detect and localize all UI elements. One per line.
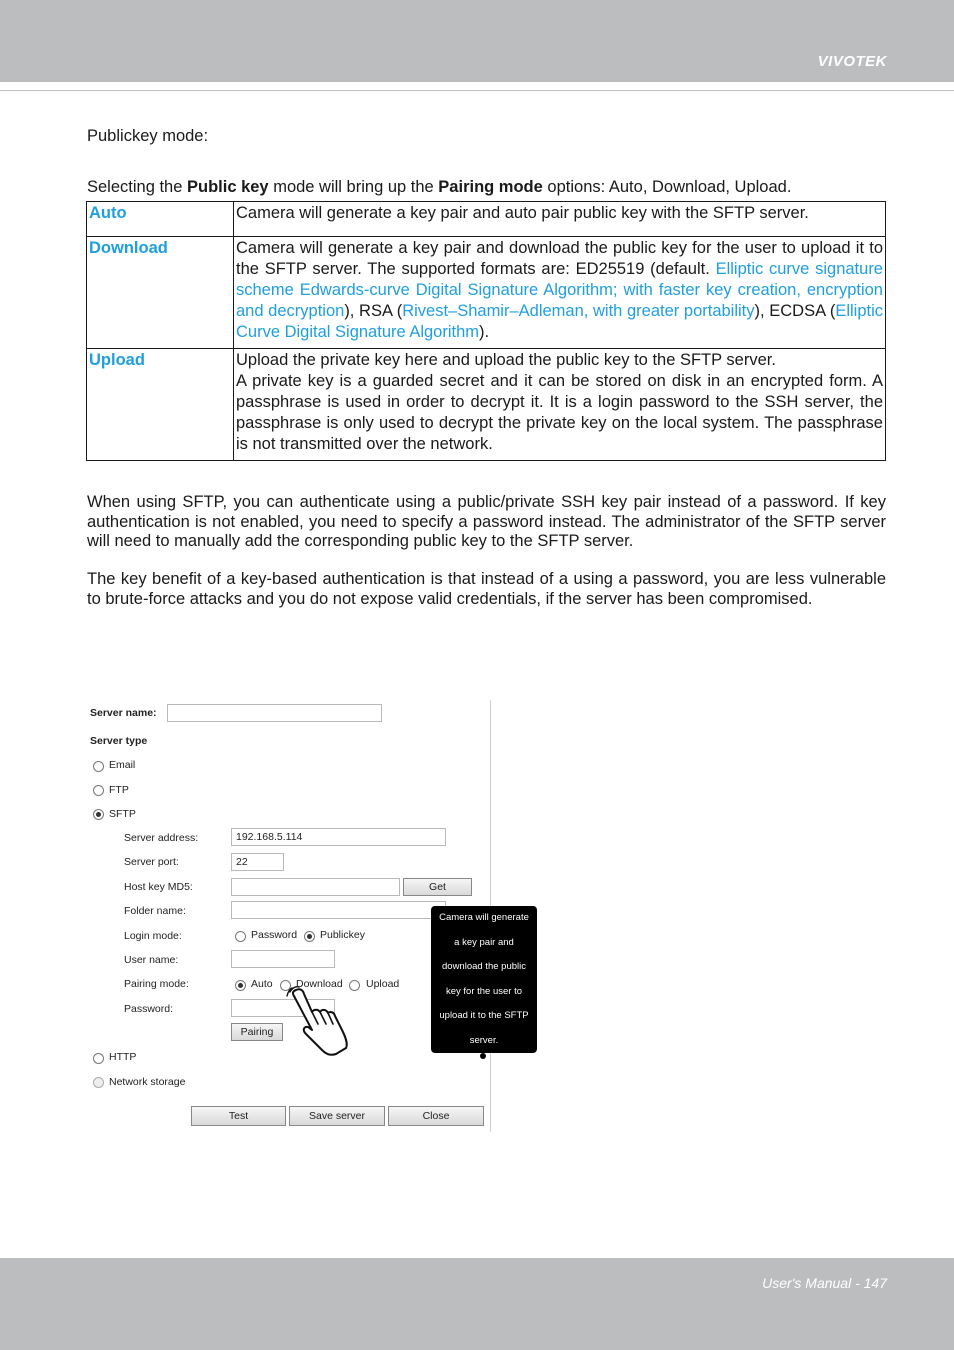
tooltip-line: Camera will generate [439,912,529,923]
host-key-label: Host key MD5: [124,881,193,893]
server-name-input[interactable] [167,704,382,722]
server-type-label: Server type [90,735,148,747]
intro-text-3: options: Auto, Download, Upload. [542,178,792,196]
upload-text-2: A private key is a guarded secret and it can be stored on disk in an encrypted form. A passphrase is used in order to decrypt it. It is a login password to the SSH server, the passphrase is only used to decrypt the private key on the local system. The passphrase is not transmitted over the network. [236,372,883,453]
desc-upload [234,349,886,461]
sftp-settings-screenshot [86,700,546,1140]
section-heading: Publickey mode: [87,127,209,145]
page-header-band [0,0,954,82]
ftp-radio[interactable] [93,785,104,796]
user-name-input[interactable] [231,950,335,968]
network-storage-option-label: Network storage [109,1076,186,1088]
brand-name: VIVOTEK [817,53,887,70]
download-text-2: ), RSA ( [344,302,403,320]
term-auto: Auto [87,202,234,237]
close-button[interactable]: Close [388,1106,484,1126]
table-row-upload [87,349,886,461]
download-text-1: Camera will generate a key pair and download the public key for the user to upload it to the SFTP server. The supported formats are: ED25519 (default. [236,239,883,278]
download-text-4: ). [479,323,490,341]
header-divider [0,90,954,91]
ftp-option-label: FTP [109,784,129,796]
desc-download [234,237,886,349]
sftp-option-label: SFTP [109,808,136,820]
download-text-3: ), ECDSA ( [754,302,836,320]
pairing-auto-radio[interactable] [235,980,246,991]
server-port-label: Server port: [124,856,179,868]
pairing-button[interactable]: Pairing [231,1023,283,1041]
page-footer-band [0,1258,954,1350]
pairing-auto-label: Auto [251,978,273,990]
pairing-mode-label: Pairing mode: [124,978,189,990]
hand-pointer-icon [282,986,354,1058]
tooltip-line: server. [469,1034,499,1046]
pairing-download-label: Download [296,978,343,990]
get-button[interactable]: Get [403,878,472,896]
http-option-label: HTTP [109,1051,137,1063]
network-storage-radio[interactable] [93,1077,104,1088]
intro-text-1: Selecting the [87,178,187,196]
server-address-input[interactable]: 192.168.5.114 [231,828,446,846]
paragraph-sftp-auth: When using SFTP, you can authenticate using a public/private SSH key pair instead of a password. If key authentication is not enabled, you need to specify a password instead. The administrator of the SFTP server will need to manually add the corresponding public key to the SFTP server. [87,493,886,550]
tooltip-line: a key pair and [454,936,514,948]
save-server-button[interactable]: Save server [289,1106,385,1126]
download-tooltip [431,906,537,1053]
host-key-input[interactable] [231,878,400,896]
tooltip-line: download the public [442,961,526,972]
table-row-download [87,237,886,349]
term-download: Download [87,237,234,349]
test-button[interactable]: Test [191,1106,286,1126]
server-address-label: Server address: [124,832,199,844]
folder-name-input[interactable] [231,901,446,919]
intro-text-2: mode will bring up the [268,178,439,196]
login-publickey-label: Publickey [320,929,365,941]
tooltip-line: upload it to the SFTP [439,1010,529,1021]
upload-text-1: Upload the private key here and upload the public key to the SFTP server. [236,351,776,369]
user-name-label: User name: [124,954,179,966]
page-number: User's Manual - 147 [762,1275,887,1291]
login-publickey-radio[interactable] [304,931,315,942]
download-link-ecdsa[interactable]: Elliptic Curve Digital Signature Algorithm [236,302,883,341]
table-row-auto [87,202,886,237]
intro-paragraph [87,178,886,198]
server-port-input[interactable]: 22 [231,853,284,871]
paragraph-key-benefit: The key benefit of a key-based authentication is that instead of a using a password, you are less vulnerable to brute-force attacks and you do not expose valid credentials, if the server has been compromised. [87,570,886,608]
intro-bold-pairing-mode: Pairing mode [438,178,543,196]
download-link-rsa[interactable]: Rivest–Shamir–Adleman, with greater portability [402,302,755,320]
http-radio[interactable] [93,1053,104,1064]
login-password-radio[interactable] [235,931,246,942]
desc-auto: Camera will generate a key pair and auto pair public key with the SFTP server. [234,202,886,237]
login-mode-label: Login mode: [124,930,182,942]
server-name-label: Server name: [90,707,157,719]
sftp-radio[interactable] [93,809,104,820]
term-upload: Upload [87,349,234,461]
folder-name-label: Folder name: [124,905,186,917]
email-radio[interactable] [93,761,104,772]
login-password-label: Password [251,929,298,941]
password-label: Password: [124,1003,174,1015]
intro-bold-public-key: Public key [186,178,269,196]
tooltip-line: key for the user to [445,985,523,997]
pairing-upload-label: Upload [366,978,400,990]
download-link-ed25519[interactable]: Elliptic curve signature scheme Edwards-curve Digital Signature Algorithm; with faster key creation, encryption and decryption [236,260,883,320]
email-option-label: Email [109,759,136,771]
pairing-mode-table [86,201,886,461]
